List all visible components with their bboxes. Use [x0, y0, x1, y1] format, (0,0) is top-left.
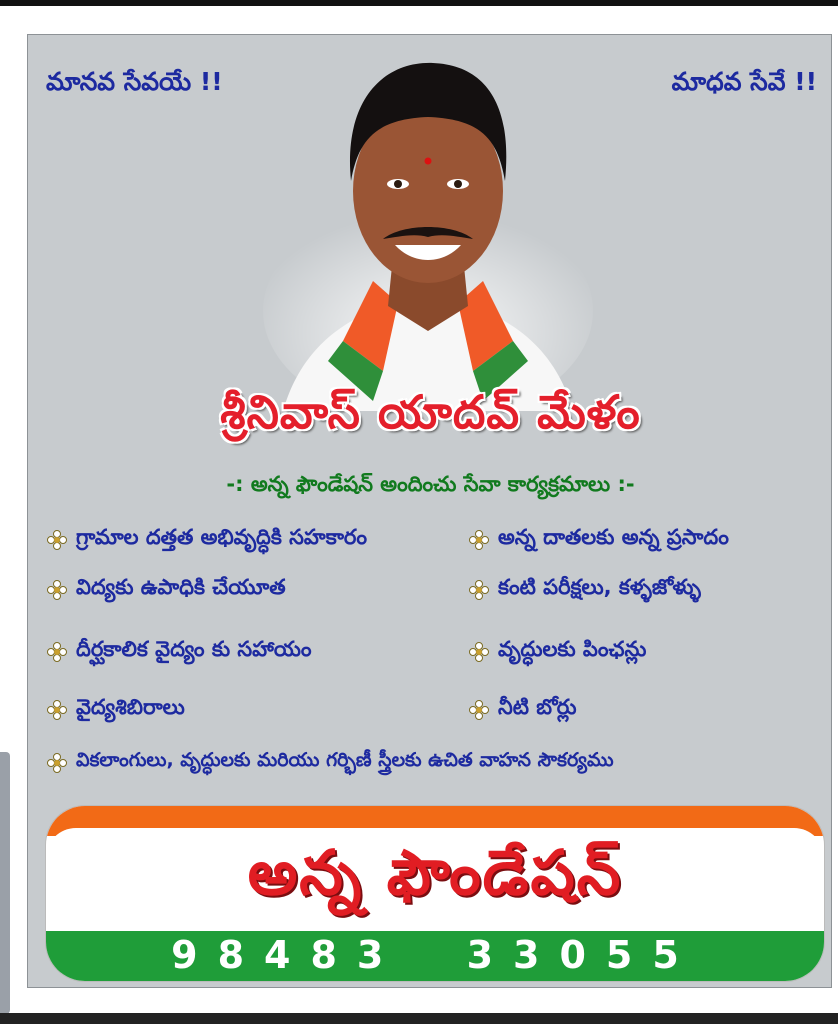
service-item-wide: [46, 749, 614, 776]
service-text: కంటి పరీక్షలు, కళ్ళజోళ్ళు: [498, 575, 701, 599]
service-item: [46, 637, 312, 667]
service-text: దీర్ఘకాలిక వైద్యం కు సహాయం: [76, 637, 312, 661]
poster: [27, 34, 832, 988]
flower-bullet-icon: [468, 641, 490, 663]
service-item: [46, 575, 286, 605]
service-text: గ్రామాల దత్తత అభివృద్ధికి సహకారం: [76, 525, 368, 549]
flower-bullet-icon: [46, 752, 68, 774]
flower-bullet-icon: [468, 699, 490, 721]
bottom-bar: [0, 1013, 838, 1024]
flower-bullet-icon: [46, 579, 68, 601]
service-item: [46, 695, 185, 725]
service-text: అన్న దాతలకు అన్న ప్రసాదం: [498, 525, 729, 549]
portrait-photo: [263, 41, 593, 411]
top-bar: [0, 0, 838, 6]
service-item: [468, 525, 729, 555]
service-text: వికలాంగులు, వృద్ధులకు మరియు గర్భిణీ స్త్రీలకు ఉచిత వాహన సౌకర్యము: [76, 749, 614, 771]
service-item: [46, 525, 367, 555]
candidate-name: శ్రీనివాస్ యాదవ్ మేళం: [220, 385, 641, 439]
flower-bullet-icon: [468, 529, 490, 551]
service-text: నీటి బోర్లు: [498, 695, 577, 719]
foundation-title: అన్న ఫౌండేషన్: [247, 836, 623, 909]
foundation-banner: [45, 805, 825, 982]
flower-bullet-icon: [46, 699, 68, 721]
side-tab: [0, 752, 10, 1014]
service-text: వృద్ధులకు పింఛన్లు: [498, 637, 647, 661]
slogan-left: మానవ సేవయే !!: [46, 67, 223, 96]
service-text: వైద్యశిబిరాలు: [76, 695, 185, 719]
service-item: [468, 575, 701, 605]
phone-number: 98483 33055: [171, 933, 699, 977]
service-text: విద్యకు ఉపాధికి చేయూత: [76, 575, 286, 599]
flower-bullet-icon: [46, 641, 68, 663]
services-subtitle: -: అన్న ఫౌండేషన్ అందించు సేవా కార్యక్రమాలు :-: [226, 472, 635, 496]
service-item: [468, 695, 577, 725]
flower-bullet-icon: [468, 579, 490, 601]
service-item: [468, 637, 646, 667]
slogan-right: మాధవ సేవే !!: [671, 67, 817, 96]
flower-bullet-icon: [46, 529, 68, 551]
